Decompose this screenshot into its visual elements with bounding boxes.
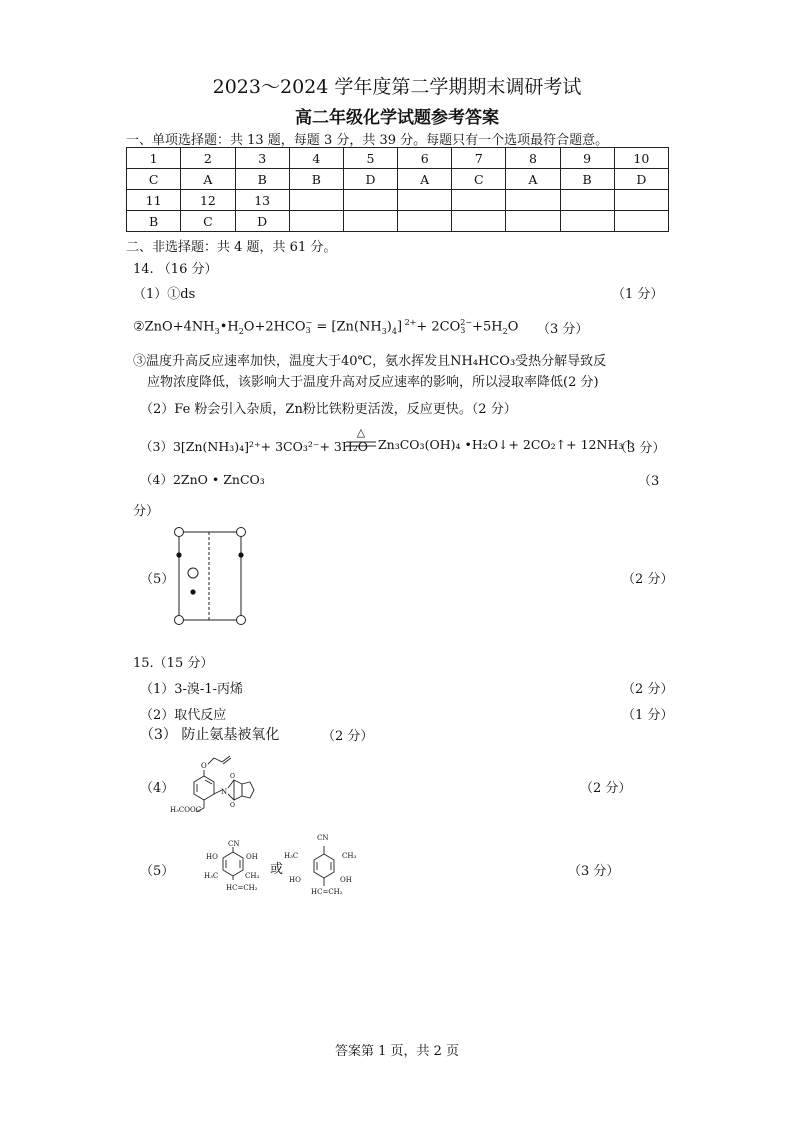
q14-part1-score: （1 分） [612, 287, 664, 302]
table-cell [289, 211, 343, 232]
page-footer: 答案第 1 页，共 2 页 [334, 1044, 460, 1059]
eq-sub: 3 [460, 325, 466, 335]
eq-segment: +5H [472, 319, 503, 335]
table-cell: 3 [235, 148, 289, 169]
table-cell: 6 [398, 148, 452, 169]
table-cell: D [235, 211, 289, 232]
table-cell: D [343, 169, 397, 190]
heat-triangle-mark: △ [356, 426, 366, 439]
eq-segment: = [Zn(NH [312, 319, 382, 335]
vinyl-label: HC=CH₂ [226, 884, 258, 892]
table-row [127, 211, 669, 232]
eq-sub: 2 [238, 326, 244, 336]
q15-part3-score: （2 分） [322, 729, 374, 744]
q14-part3-line2: 应物浓度降低，该影响大于温度升高对反应速率的影响，所以浸取率降低(2 分) [147, 375, 599, 390]
q15-part5-score: （3 分） [568, 864, 620, 879]
table-cell: 5 [343, 148, 397, 169]
q14-part5-score: （3 分） [614, 441, 666, 456]
table-cell [506, 211, 560, 232]
table-row [127, 169, 669, 190]
table-cell: B [235, 169, 289, 190]
eq-sub: 2 [502, 326, 508, 336]
eq-segment: + 2CO [416, 319, 461, 335]
ho-label: HO [289, 876, 301, 884]
eq-segment: O+2HCO [243, 319, 306, 335]
eq-segment: •H [219, 319, 239, 335]
table-cell: 1 [127, 148, 181, 169]
q15-part4-score: （2 分） [580, 781, 632, 796]
table-cell: 7 [452, 148, 506, 169]
ho-label: HO [206, 853, 218, 861]
q14-part6-score: （3 [638, 474, 660, 489]
ch3-label: CH₃ [342, 852, 357, 860]
eq-sub: 3 [305, 325, 311, 335]
q14-label: 14. （16 分） [133, 262, 218, 277]
table-cell: 9 [560, 148, 614, 169]
section2-heading: 二、非选择题：共 4 题，共 61 分。 [126, 240, 337, 255]
q14-part5-right: Zn₃CO₃(OH)₄ •H₂O↓+ 2CO₂↑+ 12NH₃↑ [378, 437, 634, 452]
eq-sup: 2+ [402, 318, 417, 327]
q15-part2: （2）取代反应 [140, 708, 227, 723]
q15-label: 15.（15 分） [133, 656, 214, 671]
double-line-arrow [346, 440, 376, 448]
q14-part5-left: （3）3[Zn(NH₃)₄]²⁺+ 3CO₃²⁻+ 3H₂O [140, 439, 369, 454]
q14-part6: （4）2ZnO • ZnCO₃ [140, 472, 265, 487]
answer-table [126, 147, 669, 232]
table-cell [398, 190, 452, 211]
eq-sub: 3 [381, 326, 387, 336]
table-cell: 13 [235, 190, 289, 211]
q14-part7: （5） [140, 572, 175, 587]
n-atom-label: N [221, 788, 228, 796]
vinyl-label: HC=CH₂ [311, 888, 343, 896]
table-cell: B [127, 211, 181, 232]
unit-cell-diagram [172, 526, 248, 626]
q14-part2-score: （3 分） [537, 322, 589, 337]
table-row [127, 148, 669, 169]
q14-part2-equation [133, 318, 518, 336]
oh-label: OH [246, 853, 258, 861]
table-cell: C [127, 169, 181, 190]
table-cell: C [452, 169, 506, 190]
table-cell [343, 211, 397, 232]
table-cell [560, 190, 614, 211]
table-cell: 8 [506, 148, 560, 169]
h3c-label: H₃C [284, 852, 299, 860]
o-atom-label: O [201, 762, 207, 770]
cn-label: CN [317, 834, 329, 842]
ester-group-label: H₃COOC [170, 806, 202, 814]
table-cell: C [181, 211, 235, 232]
table-cell [452, 211, 506, 232]
table-cell: A [181, 169, 235, 190]
q15-part3: （3） 防止氨基被氧化 [140, 727, 280, 743]
table-cell: D [614, 169, 668, 190]
table-cell [614, 211, 668, 232]
eq-sup: 2− [460, 317, 473, 327]
or-text: 或 [270, 862, 284, 877]
q14-part6-score-tail: 分） [133, 504, 160, 519]
q15-part1: （1）3-溴-1-丙烯 [140, 682, 243, 697]
q15-part5: （5） [140, 864, 175, 879]
table-row [127, 190, 669, 211]
table-cell [343, 190, 397, 211]
eq-frac [460, 319, 472, 335]
table-cell: A [506, 169, 560, 190]
q14-part1: （1）①ds [133, 287, 196, 302]
table-cell [560, 211, 614, 232]
eq-sup: − [305, 317, 313, 327]
eq-segment: O [507, 319, 519, 335]
page-subtitle: 高二年级化学试题参考答案 [295, 108, 499, 128]
table-cell: B [560, 169, 614, 190]
table-cell: 11 [127, 190, 181, 211]
eq-segment: ] [396, 319, 403, 335]
eq-segment: ) [386, 319, 392, 335]
q15-part4: （4） [140, 781, 175, 796]
table-cell: 4 [289, 148, 343, 169]
table-cell [506, 190, 560, 211]
table-cell [614, 190, 668, 211]
table-cell: 10 [614, 148, 668, 169]
eq-sub: 3 [214, 326, 220, 336]
q15-part2-score: （1 分） [622, 708, 674, 723]
carbonyl-o-label: O [230, 802, 235, 809]
q15-part1-score: （2 分） [622, 682, 674, 697]
table-cell: 2 [181, 148, 235, 169]
eq-sub: 4 [391, 326, 397, 336]
table-cell: B [289, 169, 343, 190]
structure-q15-5a [205, 846, 265, 886]
cn-label: CN [228, 840, 240, 848]
section1-heading: 一、单项选择题：共 13 题，每题 3 分，共 39 分。每题只有一个选项最符合题意。 [126, 133, 609, 148]
oh-label: OH [340, 876, 352, 884]
ch3-label: CH₃ [245, 872, 260, 880]
table-cell: 12 [181, 190, 235, 211]
table-cell [398, 211, 452, 232]
eq-segment: ②ZnO+4NH [133, 319, 215, 335]
table-cell [452, 190, 506, 211]
h3c-label: H₃C [204, 872, 219, 880]
table-cell [289, 190, 343, 211]
q14-part7-score: （2 分） [622, 572, 674, 587]
q14-part3-line1: ③温度升高反应速率加快，温度大于40℃，氨水挥发且NH₄HCO₃受热分解导致反 [133, 354, 607, 369]
page-title: 2023～2024 学年度第二学期期末调研考试 [212, 76, 582, 98]
table-cell: A [398, 169, 452, 190]
q14-part4: （2）Fe 粉会引入杂质，Zn粉比铁粉更活泼，反应更快。（2 分） [140, 402, 517, 417]
carbonyl-o-label: O [230, 773, 235, 780]
